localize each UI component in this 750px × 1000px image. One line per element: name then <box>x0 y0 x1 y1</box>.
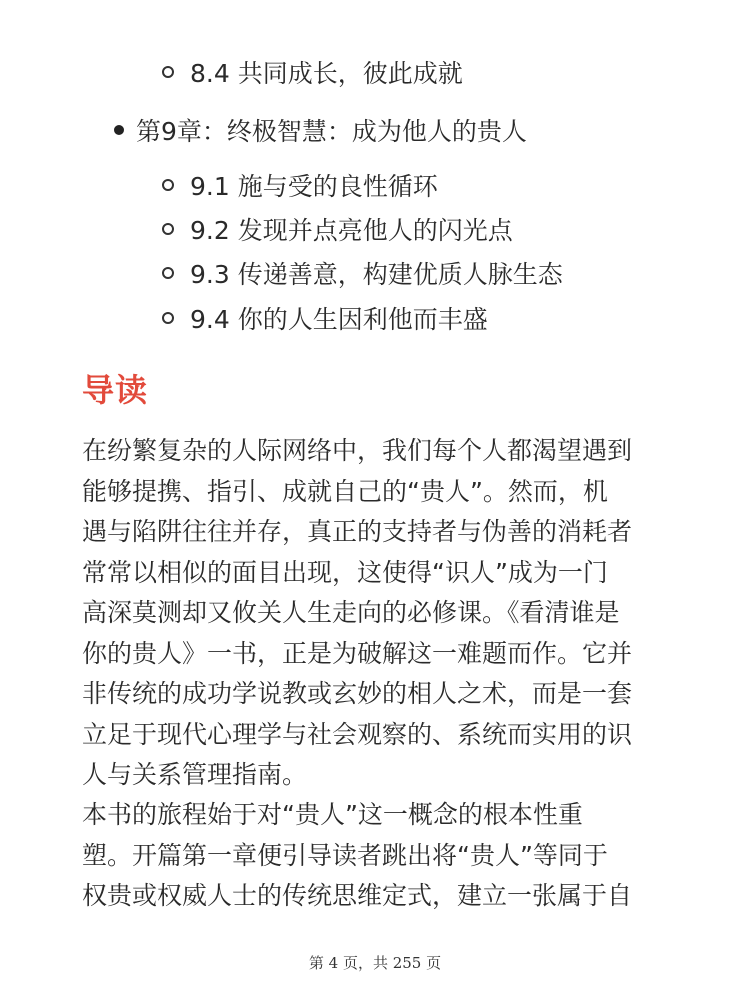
toc-item-label: 9.2 发现并点亮他人的闪光点 <box>190 216 513 245</box>
hollow-bullet-icon <box>162 312 174 324</box>
toc-item-9-1 <box>162 165 438 205</box>
filled-bullet-icon <box>114 125 124 135</box>
paragraph-line: 遇与陷阱往往并存，真正的支持者与伪善的消耗者 <box>82 517 633 546</box>
hollow-bullet-icon <box>162 223 174 235</box>
section-heading: 导读 <box>82 371 149 409</box>
hollow-bullet-icon <box>162 66 174 78</box>
toc-item-9-2 <box>162 209 513 249</box>
paragraph-line: 立足于现代心理学与社会观察的、系统而实用的识 <box>82 719 633 749</box>
intro-paragraph-1 <box>82 431 672 796</box>
page-number-footer: 第 4 页，共 255 页 <box>308 954 442 972</box>
paragraph-line: 非传统的成功学说教或玄妙的相人之术，而是一套 <box>82 679 633 708</box>
paragraph-line: 在纷繁复杂的人际网络中，我们每个人都渴望遇到 <box>82 436 633 465</box>
paragraph-line: 人与关系管理指南。 <box>82 760 308 789</box>
intro-paragraph-2 <box>82 795 672 917</box>
hollow-bullet-icon <box>162 179 174 191</box>
paragraph-line: 权贵或权威人士的传统思维定式，建立一张属于自 <box>82 881 633 910</box>
hollow-bullet-icon <box>162 267 174 279</box>
toc-item-label: 9.1 施与受的良性循环 <box>190 172 438 201</box>
toc-item-label: 9.4 你的人生因利他而丰盛 <box>190 305 488 334</box>
paragraph-line: 塑。开篇第一章便引导读者跳出将“贵人”等同于 <box>82 840 608 870</box>
paragraph-line: 高深莫测却又攸关人生走向的必修课。《看清谁是 <box>82 598 620 627</box>
paragraph-line: 能够提携、指引、成就自己的“贵人”。然而，机 <box>82 476 608 506</box>
toc-item-8-4 <box>162 52 463 92</box>
toc-item-label: 8.4 共同成长，彼此成就 <box>190 59 463 88</box>
paragraph-line: 常常以相似的面目出现，这使得“识人”成为一门 <box>82 557 608 587</box>
toc-chapter-9 <box>114 110 527 150</box>
paragraph-line: 本书的旅程始于对“贵人”这一概念的根本性重 <box>82 800 583 829</box>
toc-item-9-3 <box>162 253 563 293</box>
paragraph-line: 你的贵人》一书，正是为破解这一难题而作。它并 <box>82 638 633 668</box>
toc-item-label: 9.3 传递善意，构建优质人脉生态 <box>190 260 563 289</box>
toc-chapter-label: 第9章：终极智慧：成为他人的贵人 <box>136 117 527 146</box>
toc-item-9-4 <box>162 298 488 338</box>
